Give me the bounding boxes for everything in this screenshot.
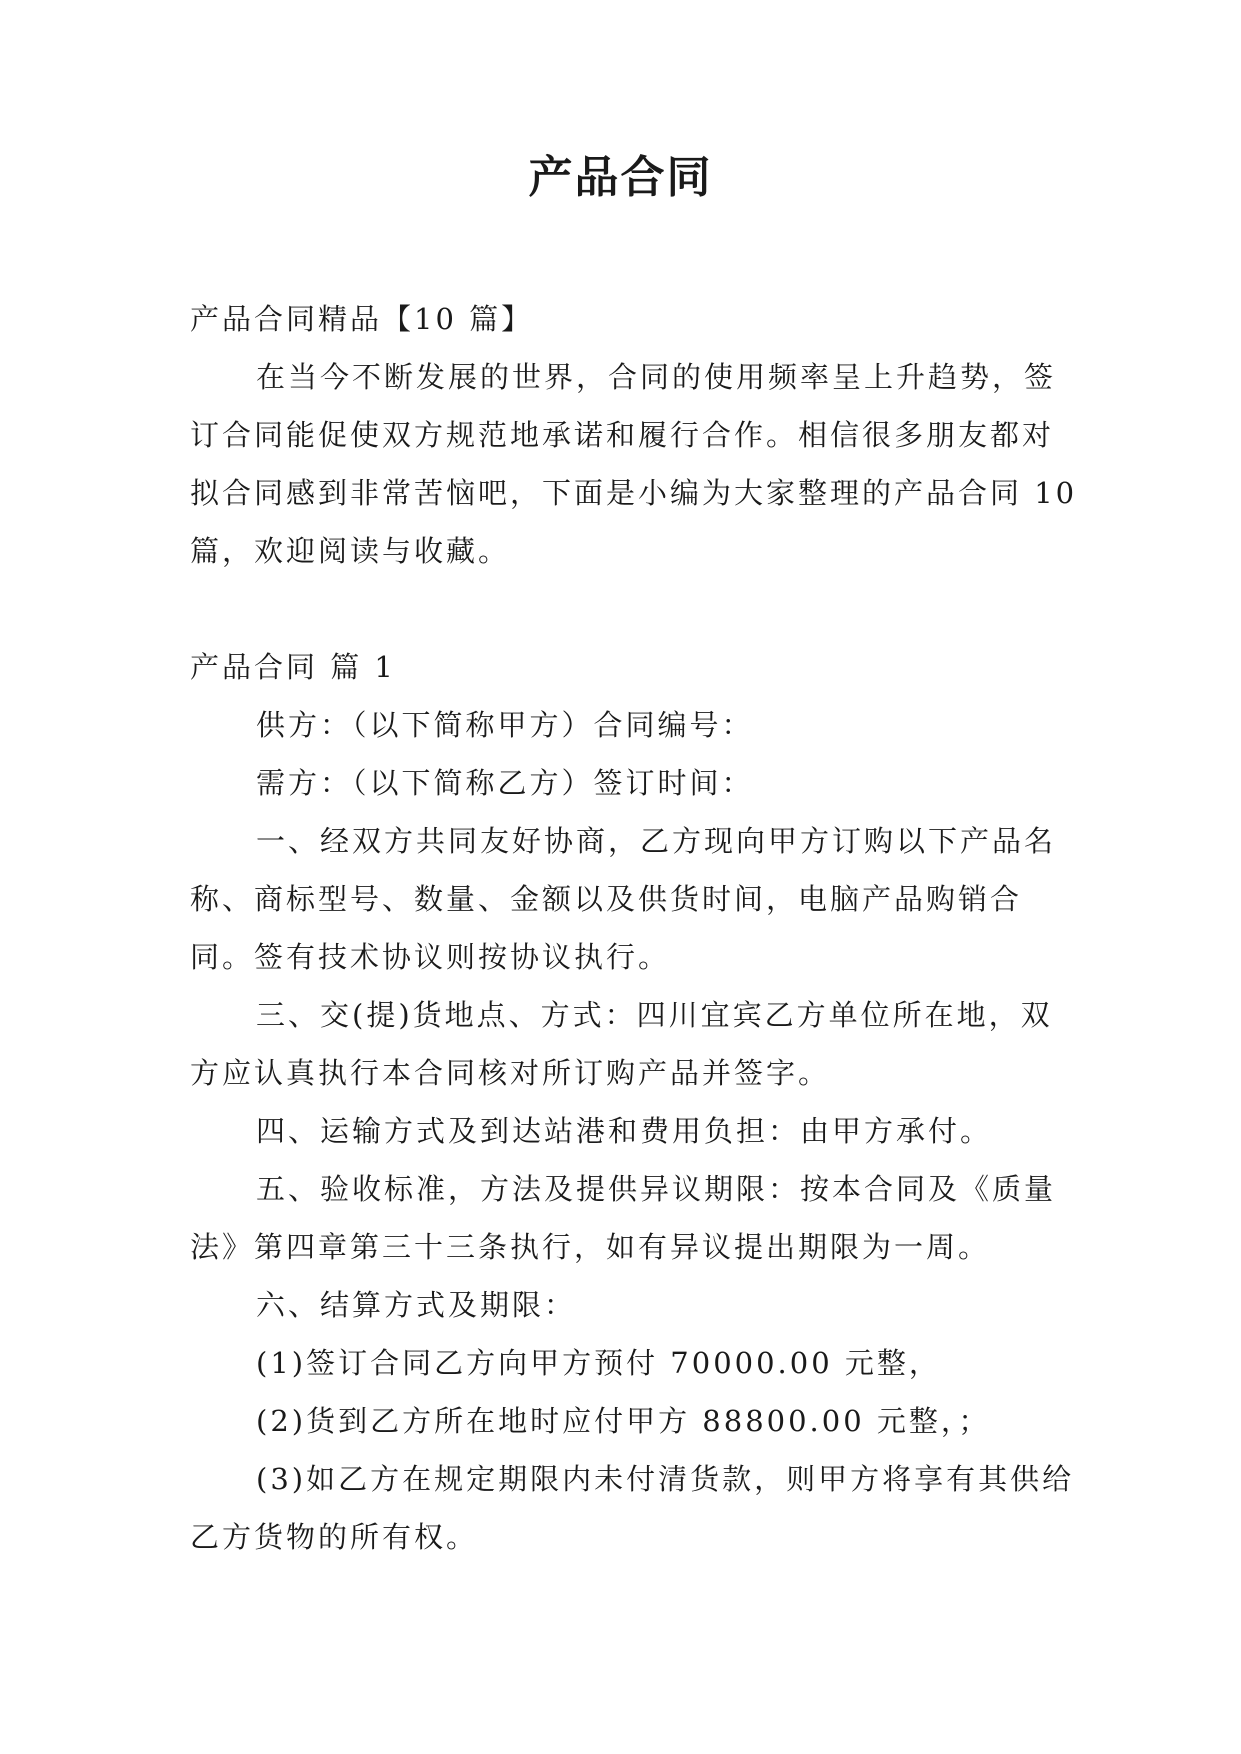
section-spacer (190, 580, 1080, 638)
document-heading: 产品合同精品【10 篇】 (190, 302, 534, 336)
payment-item-2: (2)货到乙方所在地时应付甲方 88800.00 元整，； (256, 1404, 991, 1438)
supplier-line: 供方：（以下简称甲方）合同编号： (256, 708, 754, 742)
document-title: 产品合同 (528, 152, 713, 203)
payment-item-3: (3)如乙方在规定期限内未付清货款，则甲方将享有其供给乙方货物的所有权。 (190, 1462, 1075, 1554)
clause-1: 一、经双方共同友好协商，乙方现向甲方订购以下产品名称、商标型号、数量、金额以及供货时间，电脑产品购销合同。签有技术协议则按协议执行。 (190, 824, 1057, 974)
intro-paragraph: 在当今不断发展的世界，合同的使用频率呈上升趋势，签订合同能促使双方规范地承诺和履行合作。相信很多朋友都对拟合同感到非常苦恼吧，下面是小编为大家整理的产品合同 10 篇，欢迎阅读与收藏。 (190, 360, 1078, 568)
clause-3: 三、交(提)货地点、方式：四川宜宾乙方单位所在地，双方应认真执行本合同核对所订购产品并签字。 (190, 998, 1053, 1090)
payment-item-1: (1)签订合同乙方向甲方预付 70000.00 元整， (256, 1346, 941, 1380)
clause-4: 四、运输方式及到达站港和费用负担：由甲方承付。 (256, 1114, 993, 1148)
document-body (190, 290, 1080, 1566)
section-title: 产品合同 篇 1 (190, 650, 396, 684)
clause-6: 六、结算方式及期限： (256, 1288, 577, 1322)
clause-5: 五、验收标准，方法及提供异议期限：按本合同及《质量法》第四章第三十三条执行，如有异议提出期限为一周。 (190, 1172, 1057, 1264)
buyer-line: 需方：（以下简称乙方）签订时间： (256, 766, 754, 800)
